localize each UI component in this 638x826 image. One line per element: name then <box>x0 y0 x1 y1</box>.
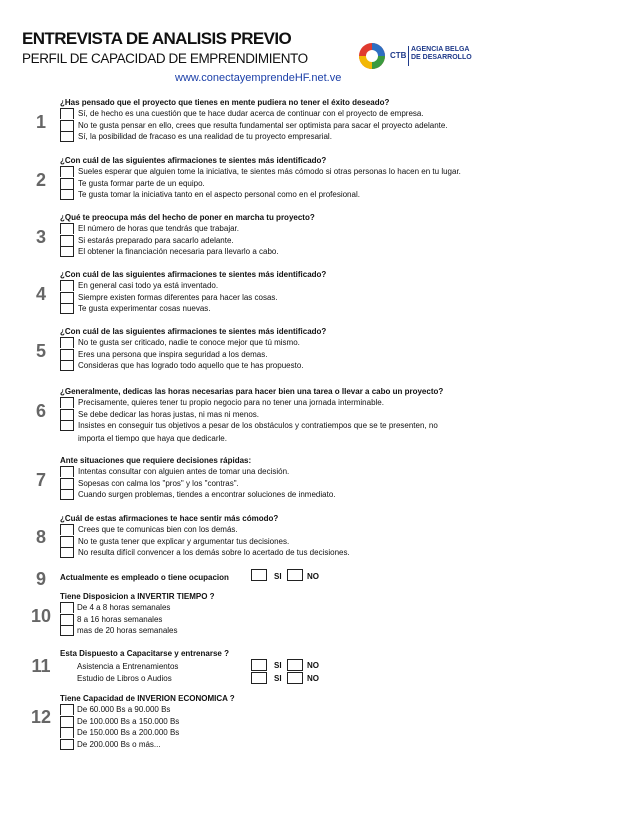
checkbox[interactable] <box>60 739 74 750</box>
option-label: No te gusta pensar en ello, crees que resulta fundamental ser optimista para sacar el proyecto adelante. <box>78 120 448 130</box>
checkbox[interactable] <box>60 360 74 371</box>
item-label: Asistencia a Entrenamientos <box>77 662 179 671</box>
option-label: Sopesas con calma los "pros" y los "contras". <box>78 478 239 488</box>
website-link[interactable]: www.conectayemprendeHF.net.ve <box>175 72 342 84</box>
option-label: El obtener la financiación necesaria para llevarlo a cabo. <box>78 247 279 256</box>
question-number: 1 <box>35 112 46 132</box>
option[interactable] <box>60 716 620 728</box>
question-2 <box>60 156 620 201</box>
option[interactable] <box>60 223 620 235</box>
question-text: Ante situaciones que requiere decisiones rápidas: <box>60 456 252 465</box>
checkbox[interactable] <box>60 716 74 727</box>
logo-circle-icon <box>358 42 386 70</box>
option[interactable] <box>60 235 620 247</box>
page-title: ENTREVISTA DE ANALISIS PREVIO <box>22 29 292 48</box>
checkbox[interactable] <box>60 466 74 477</box>
option-label: El número de horas que tendrás que trabajar. <box>78 224 239 233</box>
checkbox[interactable] <box>60 409 74 420</box>
option[interactable] <box>60 489 620 501</box>
option-label: Intentas consultar con alguien antes de tomar una decisión. <box>78 467 290 476</box>
logo-ctb-text: CTB <box>390 51 407 60</box>
question-6 <box>60 387 620 446</box>
option-label: Sí, la posibilidad de fracaso es una realidad de tu proyecto empresarial. <box>78 132 332 141</box>
question-text: ¿Con cuál de las siguientes afirmaciones te sientes más identificado? <box>60 156 327 165</box>
question-number: 4 <box>35 284 46 304</box>
option-label: De 60.000 Bs a 90.000 Bs <box>77 705 171 714</box>
checkbox[interactable] <box>60 420 74 431</box>
option-label: 8 a 16 horas semanales <box>77 614 163 624</box>
option-label: Si estarás preparado para sacarlo adelante. <box>78 235 234 245</box>
option-label: Consideras que has logrado todo aquello que te has propuesto. <box>78 361 304 370</box>
option-label: Crees que te comunicas bien con los demás. <box>78 525 238 534</box>
item-label: Estudio de Libros o Audios <box>77 674 172 683</box>
option[interactable] <box>60 536 620 548</box>
question-number: 2 <box>35 170 46 190</box>
option[interactable] <box>60 602 620 614</box>
option-label: Siempre existen formas diferentes para hacer las cosas. <box>78 292 278 302</box>
checkbox[interactable] <box>60 235 74 246</box>
question-text: Tiene Capacidad de INVERION ECONOMICA ? <box>60 694 235 703</box>
option-label: De 4 a 8 horas semanales <box>77 603 171 612</box>
question-text: ¿Has pensado que el proyecto que tienes en mente pudiera no tener el éxito deseado? <box>60 98 390 107</box>
option-label: Te gusta tomar la iniciativa tanto en el aspecto personal como en el profesional. <box>78 190 360 199</box>
checkbox[interactable] <box>60 524 74 535</box>
option-label: De 150.000 Bs a 200.000 Bs <box>77 728 180 737</box>
option-label: Insistes en conseguir tus objetivos a pesar de los obstáculos y contratiempos que se te presenten, no <box>78 421 438 430</box>
checkbox[interactable] <box>60 223 74 234</box>
option-continuation: importa el tiempo que haya que dedicarle. <box>78 433 227 443</box>
yes-checkbox[interactable] <box>251 672 267 684</box>
checkbox[interactable] <box>60 108 74 119</box>
option-label: Cuando surgen problemas, tiendes a encontrar soluciones de inmediato. <box>78 490 336 499</box>
checkbox[interactable] <box>60 536 74 547</box>
question-number: 3 <box>35 227 46 247</box>
option[interactable] <box>60 466 620 478</box>
option-label: Te gusta experimentar cosas nuevas. <box>78 304 211 313</box>
option[interactable] <box>60 704 620 716</box>
option[interactable] <box>60 246 620 258</box>
yes-checkbox[interactable] <box>251 569 267 581</box>
option[interactable] <box>60 120 620 132</box>
option[interactable] <box>60 108 620 120</box>
checkbox[interactable] <box>60 131 74 142</box>
option[interactable] <box>60 614 620 626</box>
checkbox[interactable] <box>60 547 74 558</box>
question-text: Esta Dispuesto a Capacitarse y entrenarse ? <box>60 649 229 658</box>
option-label: No te gusta ser criticado, nadie te conoce mejor que tú mismo. <box>78 338 300 347</box>
checkbox[interactable] <box>60 397 74 408</box>
option[interactable] <box>60 397 620 409</box>
checkbox[interactable] <box>60 625 74 636</box>
option[interactable] <box>60 547 620 559</box>
option[interactable] <box>60 178 620 190</box>
checkbox[interactable] <box>60 704 74 715</box>
checkbox[interactable] <box>60 614 74 625</box>
option[interactable] <box>60 303 620 315</box>
checkbox[interactable] <box>60 178 74 189</box>
question-text: Actualmente es empleado o tiene ocupacion <box>60 573 229 582</box>
logo-divider <box>408 46 409 66</box>
question-10 <box>60 592 620 637</box>
question-4 <box>60 270 620 315</box>
checkbox[interactable] <box>60 489 74 500</box>
checkbox[interactable] <box>60 246 74 257</box>
checkbox[interactable] <box>60 189 74 200</box>
question-text: ¿Con cuál de las siguientes afirmaciones te sientes más identificado? <box>60 270 327 279</box>
checkbox[interactable] <box>60 292 74 303</box>
option[interactable] <box>60 727 620 739</box>
option-label: Sí, de hecho es una cuestión que te hace dudar acerca de continuar con el proyecto de empresa. <box>78 109 424 118</box>
question-8 <box>60 514 620 559</box>
yes-label: SI <box>274 661 282 670</box>
option[interactable] <box>60 337 620 349</box>
question-text: ¿Con cuál de las siguientes afirmaciones te sientes más identificado? <box>60 327 327 336</box>
option[interactable] <box>60 625 620 637</box>
yes-checkbox[interactable] <box>251 659 267 671</box>
item-list <box>60 661 620 685</box>
question-number: 8 <box>35 527 46 547</box>
no-label: NO <box>307 572 319 581</box>
checkbox[interactable] <box>60 478 74 489</box>
option[interactable] <box>60 478 620 490</box>
option-label: Sueles esperar que alguien tome la iniciativa, te sientes más cómodo si otras personas lo hacen en tu lugar. <box>78 167 461 176</box>
option-label: No resulta difícil convencer a los demás sobre lo acertado de tus decisiones. <box>78 548 350 557</box>
logo-agency-text <box>411 46 472 62</box>
question-text: Tiene Disposicion a INVERTIR TIEMPO ? <box>60 592 215 601</box>
checkbox[interactable] <box>60 727 74 738</box>
checkbox[interactable] <box>60 337 74 348</box>
option-label: De 100.000 Bs a 150.000 Bs <box>77 716 180 726</box>
option[interactable] <box>60 524 620 536</box>
checkbox[interactable] <box>60 303 74 314</box>
question-number: 10 <box>30 606 52 626</box>
question-text: ¿Generalmente, dedicas las horas necesarias para hacer bien una tarea o llevar a cabo un proyecto? <box>60 387 444 396</box>
logo-agency-line2: DE DESARROLLO <box>411 54 472 61</box>
question-number: 12 <box>30 707 52 727</box>
question-5 <box>60 327 620 372</box>
logo-agency-line1: AGENCIA BELGA <box>411 46 470 53</box>
option-label: Precisamente, quieres tener tu propio negocio para no tener una jornada interminable. <box>78 398 384 407</box>
option-label: De 200.000 Bs o más... <box>77 739 161 749</box>
option-label: En general casi todo ya está inventado. <box>78 281 219 290</box>
option-label: Eres una persona que inspira seguridad a los demas. <box>78 349 268 359</box>
question-number: 9 <box>35 569 46 589</box>
option[interactable] <box>60 292 620 304</box>
page-subtitle: PERFIL DE CAPACIDAD DE EMPRENDIMIENTO <box>22 51 308 66</box>
option[interactable] <box>60 349 620 361</box>
option[interactable] <box>60 131 620 143</box>
option-label: No te gusta tener que explicar y argumentar tus decisiones. <box>78 536 290 546</box>
option-label: Te gusta formar parte de un equipo. <box>78 178 205 188</box>
checkbox[interactable] <box>60 166 74 177</box>
no-checkbox[interactable] <box>287 672 303 684</box>
yes-label: SI <box>274 674 282 683</box>
question-9 <box>60 573 620 583</box>
no-label: NO <box>307 674 319 683</box>
question-number: 6 <box>35 401 46 421</box>
option[interactable] <box>60 360 620 372</box>
question-text: ¿Qué te preocupa más del hecho de poner en marcha tu proyecto? <box>60 213 315 222</box>
checkbox[interactable] <box>60 280 74 291</box>
option[interactable] <box>60 166 620 178</box>
option[interactable] <box>60 409 620 421</box>
option-label: Se debe dedicar las horas justas, ni mas ni menos. <box>78 409 259 419</box>
checkbox[interactable] <box>60 602 74 613</box>
question-7 <box>60 456 620 501</box>
option[interactable] <box>60 280 620 292</box>
agency-logo <box>358 42 488 72</box>
question-text: ¿Cuál de estas afirmaciones te hace sentir más cómodo? <box>60 514 279 523</box>
option[interactable] <box>60 189 620 201</box>
option[interactable] <box>60 739 620 751</box>
no-checkbox[interactable] <box>287 659 303 671</box>
question-11 <box>60 649 620 685</box>
no-label: NO <box>307 661 319 670</box>
checkbox[interactable] <box>60 349 74 360</box>
option-label: mas de 20 horas semanales <box>77 626 178 635</box>
question-number: 11 <box>31 656 51 676</box>
question-1 <box>60 98 620 143</box>
question-number: 7 <box>35 470 46 490</box>
no-checkbox[interactable] <box>287 569 303 581</box>
option[interactable] <box>60 420 620 432</box>
question-12 <box>60 694 620 750</box>
question-number: 5 <box>35 341 46 361</box>
question-3 <box>60 213 620 258</box>
checkbox[interactable] <box>60 120 74 131</box>
yes-label: SI <box>274 572 282 581</box>
